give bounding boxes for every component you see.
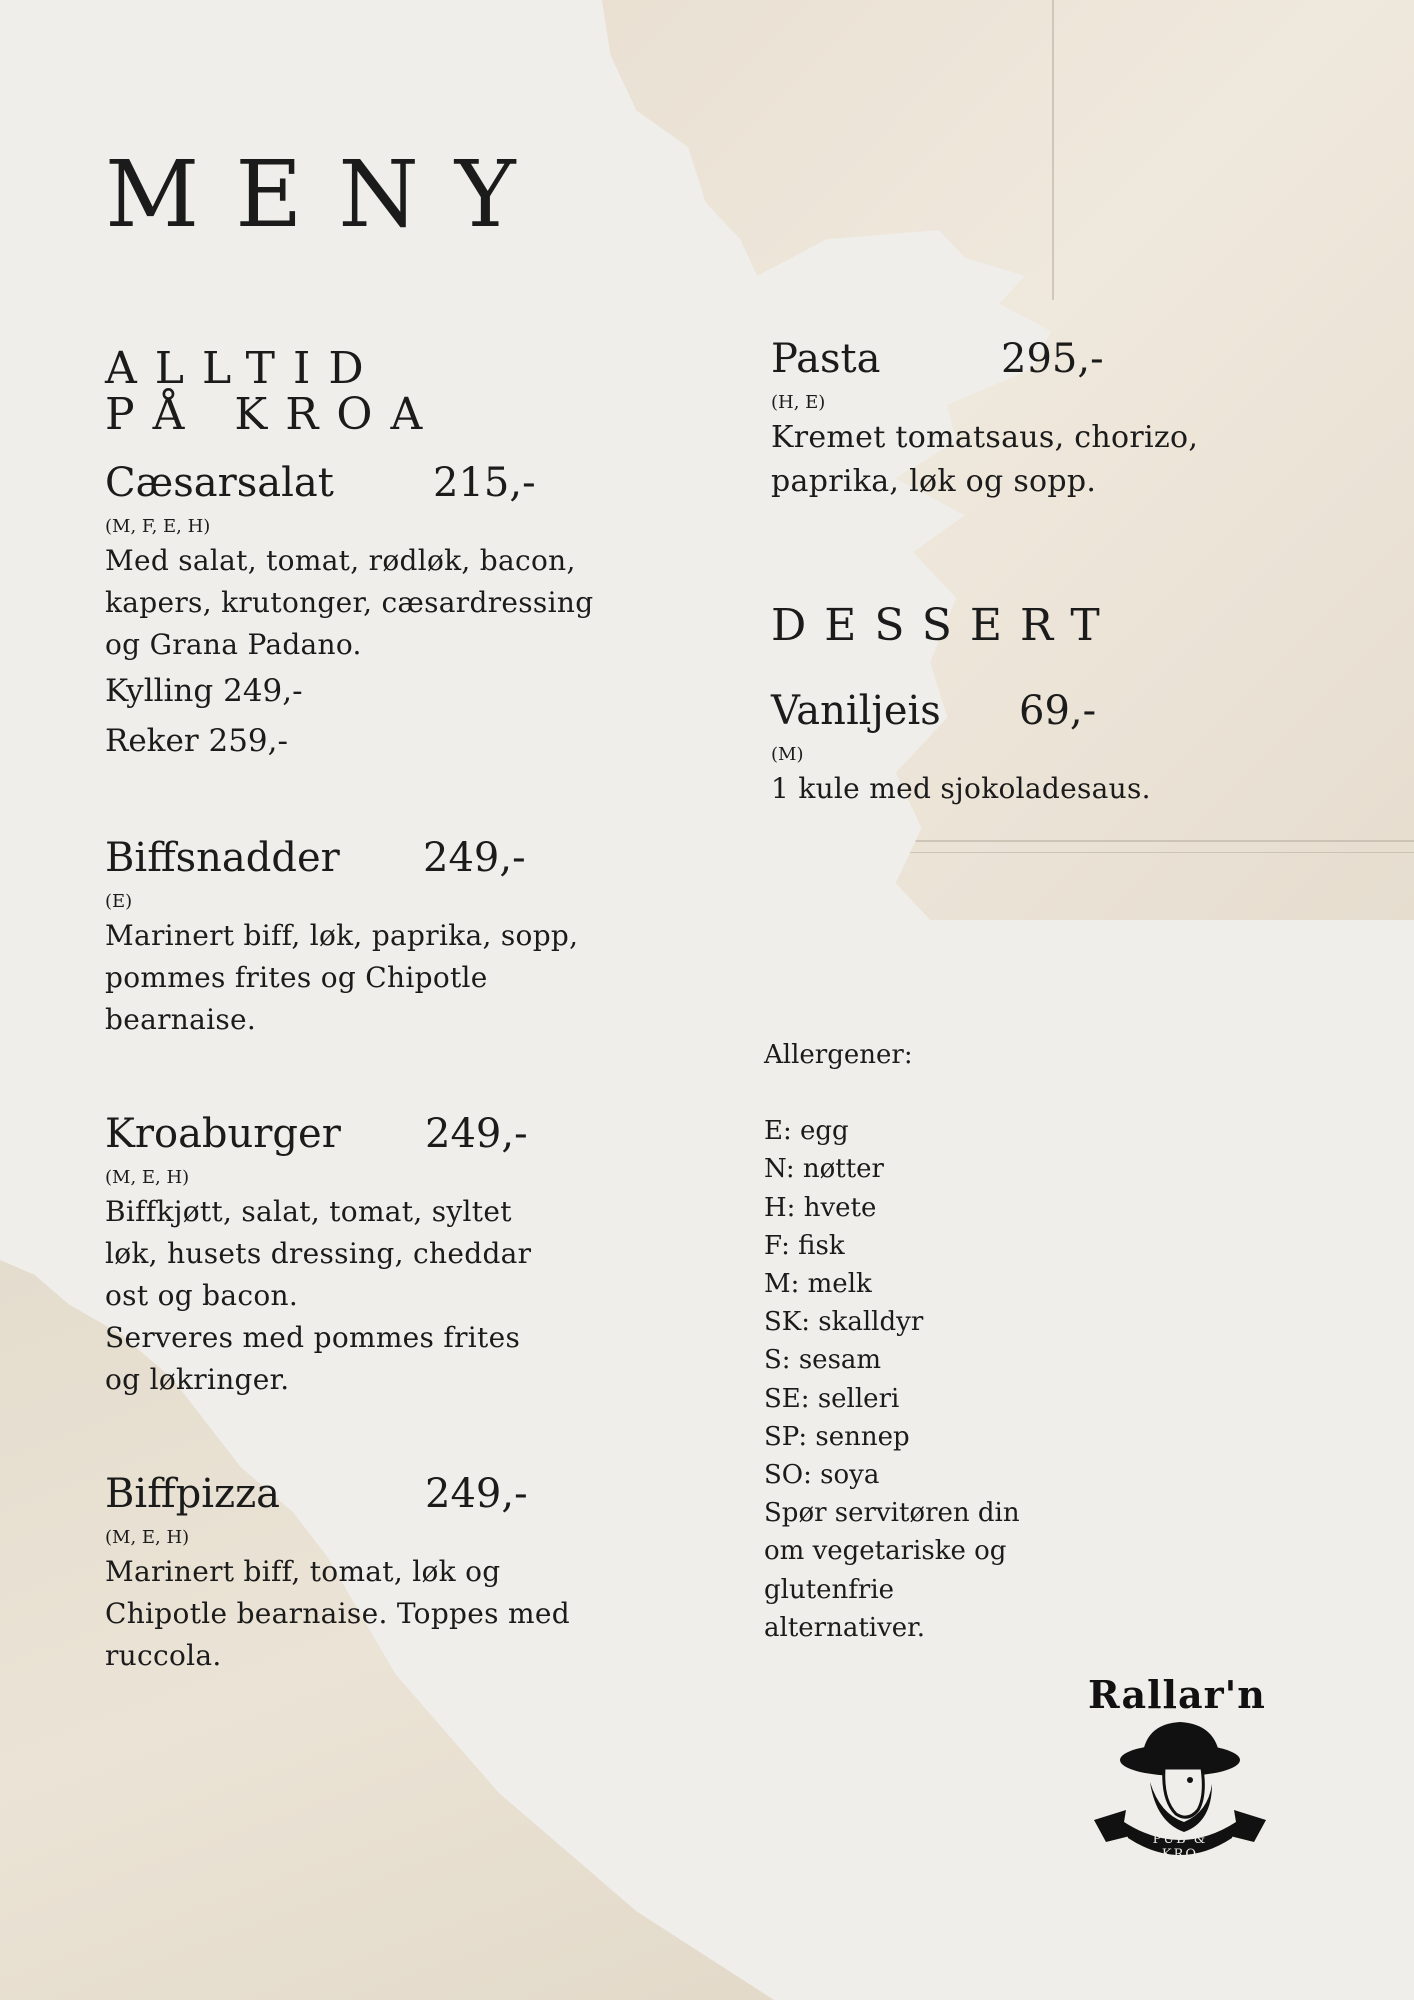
allergen-entry: E: egg xyxy=(764,1116,849,1147)
description-line: Kremet tomatsaus, chorizo, xyxy=(771,420,1199,455)
item-price: 249,- xyxy=(423,835,526,881)
allergen-legend xyxy=(764,1036,1084,1647)
logo-banner-text: PUB & KRO xyxy=(1152,1832,1208,1862)
description-line: og løkringer. xyxy=(105,1363,290,1396)
description-line: løk, husets dressing, cheddar xyxy=(105,1237,532,1270)
rallarn-logo xyxy=(1080,1672,1280,1872)
section-title-alltid-pa-kroa xyxy=(105,343,441,440)
item-description xyxy=(105,915,625,1041)
item-name: Pasta xyxy=(771,336,881,382)
description-line: Chipotle bearnaise. Toppes med xyxy=(105,1597,570,1630)
item-allergens: (E) xyxy=(105,891,133,912)
description-line: Marinert biff, løk, paprika, sopp, xyxy=(105,919,579,952)
allergen-entry: N: nøtter xyxy=(764,1154,884,1185)
allergen-entry: M: melk xyxy=(764,1269,872,1300)
allergen-entry: SK: skalldyr xyxy=(764,1307,924,1338)
description-line: Med salat, tomat, rødløk, bacon, xyxy=(105,544,576,577)
allergen-entry: SP: sennep xyxy=(764,1421,910,1452)
section-title-line1: ALLTID xyxy=(105,343,382,394)
item-price: 69,- xyxy=(1019,688,1097,734)
allergen-entry: F: fisk xyxy=(764,1230,845,1261)
item-extra-kylling: Kylling 249,- xyxy=(105,673,303,709)
menu-item-biffpizza xyxy=(105,1467,625,1677)
item-description xyxy=(105,1551,625,1677)
description-line: ruccola. xyxy=(105,1639,222,1672)
page-title: MENY xyxy=(105,141,552,248)
item-price: 249,- xyxy=(425,1471,528,1517)
item-price: 249,- xyxy=(425,1111,528,1157)
menu-item-kroaburger xyxy=(105,1107,625,1401)
allergen-note-line: glutenfrie xyxy=(764,1574,895,1605)
item-description xyxy=(105,1191,625,1401)
description-line: paprika, løk og sopp. xyxy=(771,464,1097,499)
logo-wordmark: Rallar'n xyxy=(1088,1672,1266,1717)
item-allergens: (M, F, E, H) xyxy=(105,516,211,537)
item-allergens: (H, E) xyxy=(771,392,826,413)
item-name: Cæsarsalat xyxy=(105,460,334,506)
description-line: 1 kule med sjokoladesaus. xyxy=(771,772,1151,805)
allergen-note-line: Spør servitøren din xyxy=(764,1498,1020,1529)
allergen-entry: S: sesam xyxy=(764,1345,882,1376)
description-line: Serveres med pommes frites xyxy=(105,1321,521,1354)
description-line: ost og bacon. xyxy=(105,1279,299,1312)
allergen-heading: Allergener: xyxy=(764,1040,913,1070)
description-line: pommes frites og Chipotle xyxy=(105,961,488,994)
description-line: og Grana Padano. xyxy=(105,628,362,661)
allergen-entry: SO: soya xyxy=(764,1460,880,1491)
description-line: Marinert biff, tomat, løk og xyxy=(105,1555,501,1588)
allergen-entry: H: hvete xyxy=(764,1192,877,1223)
item-allergens: (M, E, H) xyxy=(105,1527,190,1548)
item-price: 295,- xyxy=(1001,336,1104,382)
description-line: kapers, krutonger, cæsardressing xyxy=(105,586,594,619)
menu-item-biffsnadder xyxy=(105,831,625,1041)
item-allergens: (M, E, H) xyxy=(105,1167,190,1188)
menu-item-vaniljeis xyxy=(771,684,1331,810)
menu-item-caesarsalat xyxy=(105,456,625,766)
section-title-dessert: DESSERT xyxy=(771,600,1118,651)
section-title-line2: PÅ KROA xyxy=(105,389,441,440)
item-name: Vaniljeis xyxy=(771,688,941,734)
item-description xyxy=(105,540,625,666)
item-price: 215,- xyxy=(433,460,536,506)
item-description xyxy=(771,416,1331,504)
item-name: Biffpizza xyxy=(105,1471,280,1517)
allergen-note-line: om vegetariske og xyxy=(764,1536,1007,1567)
item-description xyxy=(771,768,1331,810)
allergen-note-line: alternativer. xyxy=(764,1612,926,1643)
description-line: Biffkjøtt, salat, tomat, syltet xyxy=(105,1195,512,1228)
item-extra-reker: Reker 259,- xyxy=(105,723,288,759)
item-name: Kroaburger xyxy=(105,1111,341,1157)
allergen-entry: SE: selleri xyxy=(764,1383,900,1414)
item-allergens: (M) xyxy=(771,744,804,765)
item-name: Biffsnadder xyxy=(105,835,340,881)
description-line: bearnaise. xyxy=(105,1003,257,1036)
menu-item-pasta xyxy=(771,332,1331,504)
